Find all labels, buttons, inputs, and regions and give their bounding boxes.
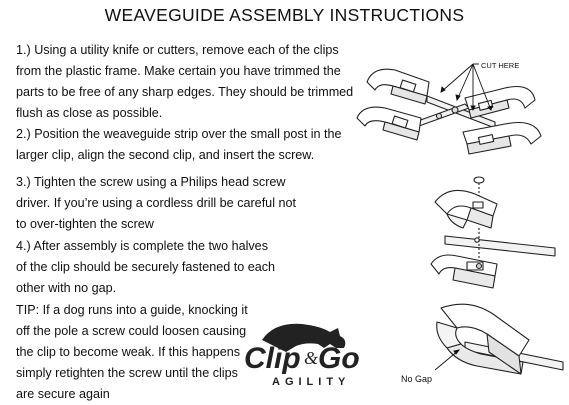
step-2-line: 2.) Position the weaveguide strip over the small post in the [16, 127, 342, 141]
instruction-step-3 [16, 172, 296, 235]
tip-line: off the pole a screw could loosen causing [16, 324, 247, 338]
tip-line: are secure again [16, 387, 110, 401]
tip-paragraph [16, 300, 248, 405]
tip-line: TIP: If a dog runs into a guide, knocking it [16, 303, 248, 317]
step-3-line: driver. If you’re using a cordless drill be careful not [16, 196, 296, 210]
step-4-line: of the clip should be securely fastened to each [16, 260, 276, 274]
tip-line: simply retighten the screw until the clips [16, 366, 238, 380]
frame-clips-illustration [355, 52, 565, 164]
instruction-step-1 [16, 40, 353, 124]
page-title: WEAVEGUIDE ASSEMBLY INSTRUCTIONS [104, 5, 465, 25]
instruction-step-2 [16, 124, 342, 166]
step-1-line: from the plastic frame. Make certain you have trimmed the [16, 64, 341, 78]
logo-name-part2: Go [318, 342, 360, 375]
exploded-assembly-illustration [405, 172, 565, 297]
step-3-line: 3.) Tighten the screw using a Philips head screw [16, 175, 286, 189]
step-4-line: 4.) After assembly is complete the two halves [16, 239, 268, 253]
logo-tagline: AGILITY [272, 376, 351, 388]
step-3-line: to over-tighten the screw [16, 217, 154, 231]
logo-amp: & [304, 348, 319, 368]
step-1-line: parts to be free of any sharp edges. They should be trimmed [16, 85, 354, 99]
cut-here-label: CUT HERE [481, 61, 520, 70]
step-1-line: flush as close as possible. [16, 106, 163, 120]
tip-line: the clip to become weak. If this happens [16, 345, 241, 359]
step-2-line: larger clip, align the second clip, and insert the screw. [16, 148, 315, 162]
no-gap-label: No Gap [401, 374, 433, 384]
instruction-step-4 [16, 236, 275, 299]
clip-and-go-agility-logo [240, 318, 390, 390]
assembled-clip-illustration [395, 300, 565, 390]
step-4-line: other with no gap. [16, 281, 117, 295]
step-1-line: 1.) Using a utility knife or cutters, remove each of the clips [16, 43, 339, 57]
logo-name-part1: Clip [244, 342, 301, 375]
